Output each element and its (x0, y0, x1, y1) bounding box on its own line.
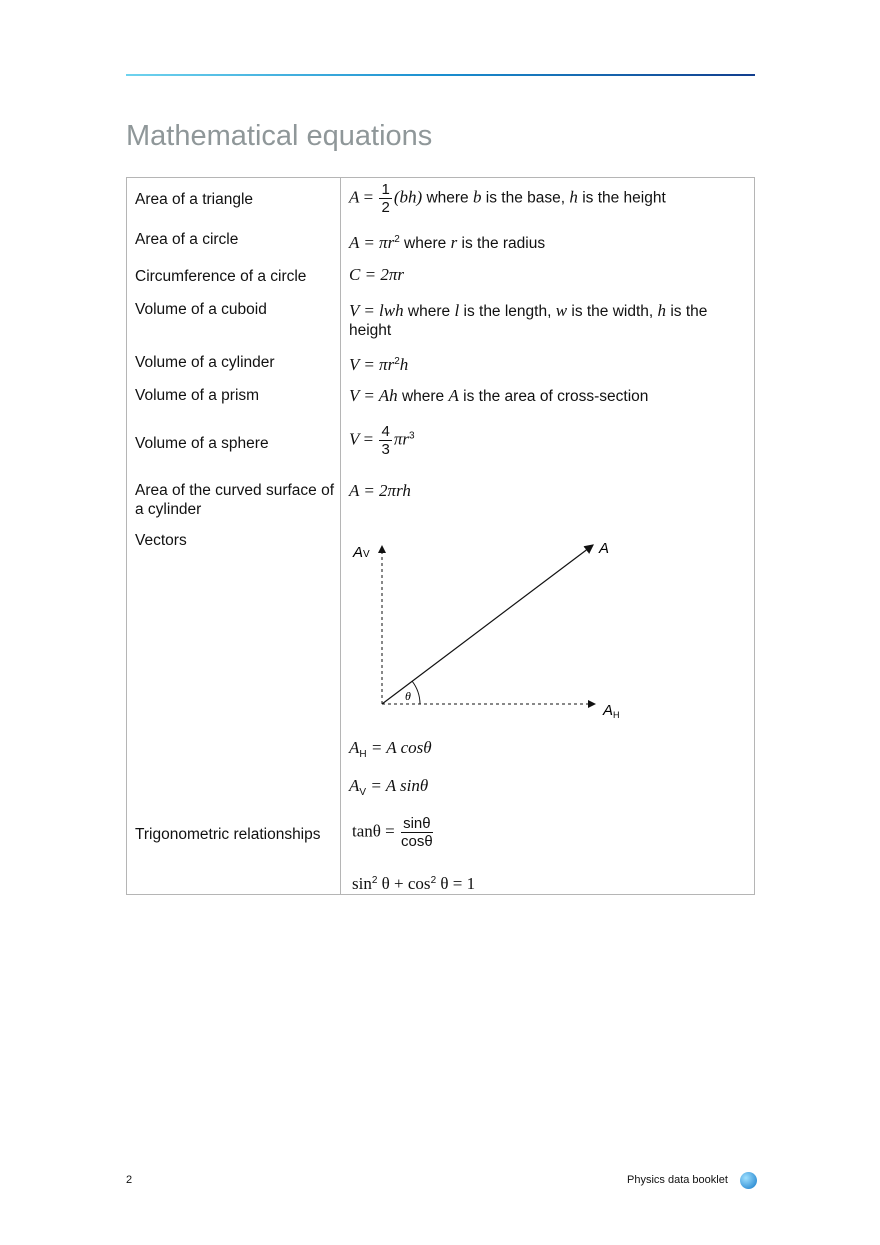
ah-label: $A_H$ (603, 702, 620, 720)
text: where (403, 303, 455, 320)
denominator: cosθ (401, 833, 433, 850)
numerator: 1 (381, 181, 390, 198)
text: is the length, (459, 303, 556, 320)
triangle-equation (349, 181, 749, 216)
var: h (399, 355, 409, 375)
fraction (401, 815, 433, 850)
row-label: Volume of a cuboid (135, 301, 267, 318)
text: where (399, 235, 451, 253)
circumference-equation (349, 265, 749, 285)
var: V (349, 301, 360, 320)
expr: = A sinθ (366, 776, 429, 795)
ah-equation (349, 738, 749, 764)
fraction (379, 181, 391, 216)
exponent: 2 (430, 875, 437, 886)
header-rule (126, 74, 755, 76)
page-number: 2 (126, 1174, 133, 1186)
var: A (448, 386, 459, 405)
cylinder-volume-equation (349, 352, 749, 375)
var: w (555, 301, 568, 320)
text: is the height (349, 303, 708, 339)
var: b (473, 187, 482, 207)
theta-label: θ (405, 689, 411, 703)
expr: tanθ = (352, 821, 399, 841)
cuboid-equation (349, 301, 749, 340)
op: = (359, 429, 378, 449)
sphere-equation (349, 423, 749, 458)
var: V (349, 386, 360, 405)
expr: sin (352, 874, 372, 894)
expr: = πr (359, 233, 395, 253)
av-equation (349, 776, 749, 802)
var: V (349, 355, 360, 375)
equations-table (126, 177, 755, 895)
text: where (397, 388, 449, 405)
numerator: 4 (381, 423, 390, 440)
var: (bh) (393, 187, 423, 207)
text: is the area of cross-section (458, 388, 649, 405)
row-label: Circumference of a circle (135, 268, 307, 285)
expr: θ + cos (377, 874, 431, 894)
var: A (349, 481, 360, 500)
expr: θ = 1 (436, 874, 476, 894)
var: A (349, 187, 360, 207)
var: V (349, 429, 360, 449)
row-label: Trigonometric relationships (135, 826, 321, 843)
row-label: Area of the curved surface of a cylinder (135, 482, 335, 518)
vector-diagram (341, 528, 754, 728)
av-label: AV (353, 544, 370, 561)
var: C (349, 265, 361, 284)
pythagorean-identity (352, 871, 752, 894)
op: = (359, 187, 378, 207)
expr: = A cosθ (366, 738, 432, 757)
row-label: Area of a triangle (135, 191, 254, 208)
exponent: 2 (394, 234, 400, 245)
curved-surface-equation (349, 481, 749, 501)
page-title: Mathematical equations (126, 120, 433, 152)
var: r (450, 233, 458, 253)
exponent: 2 (394, 356, 400, 367)
row-label: Volume of a sphere (135, 435, 269, 452)
fraction (379, 423, 391, 458)
expr: = πr (359, 355, 395, 375)
denominator: 2 (381, 199, 390, 216)
row-label: Volume of a prism (135, 387, 260, 404)
row-label: Volume of a cylinder (135, 354, 275, 371)
expr: = 2πr (360, 265, 404, 284)
subscript: H (359, 749, 367, 761)
var: h (657, 301, 667, 320)
expr: = Ah (359, 386, 398, 405)
text: is the radius (457, 235, 546, 253)
text: is the width, (567, 303, 658, 320)
a-label: A (599, 540, 610, 557)
expr: = lwh (359, 301, 404, 320)
expr: πr (393, 429, 409, 449)
var: l (454, 301, 460, 320)
text: where (422, 189, 473, 207)
exponent: 2 (371, 875, 378, 886)
ib-logo (740, 1172, 757, 1189)
var: A (349, 233, 360, 253)
expr: = 2πrh (359, 481, 411, 500)
var: h (569, 187, 578, 207)
row-label: Vectors (135, 532, 187, 549)
var: A (349, 776, 360, 795)
row-label: Area of a circle (135, 231, 239, 248)
denominator: 3 (381, 441, 390, 458)
circle-area-equation (349, 230, 749, 253)
vector-a-arrow (382, 545, 593, 704)
tan-equation (352, 815, 752, 850)
booklet-title: Physics data booklet (627, 1174, 728, 1186)
text: is the height (577, 189, 666, 207)
angle-arc (412, 681, 420, 704)
var: A (349, 738, 360, 757)
text: is the base, (481, 189, 570, 207)
exponent: 3 (408, 430, 415, 442)
numerator: sinθ (401, 815, 433, 833)
subscript: V (359, 787, 367, 799)
prism-equation (349, 386, 749, 406)
